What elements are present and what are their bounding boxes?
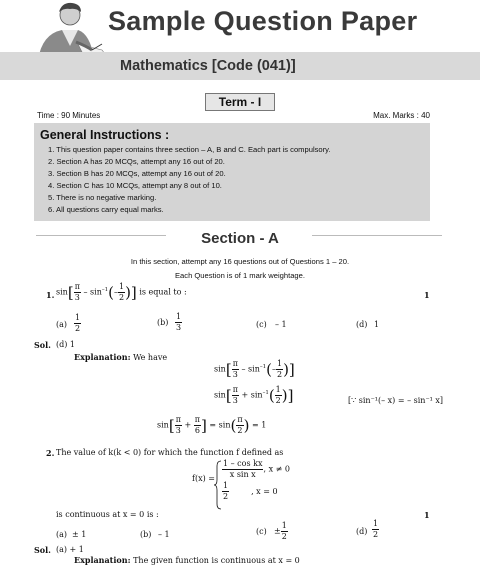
question-text: The value of k(k < 0) for which the function f defined as (56, 448, 284, 457)
piecewise-brace (214, 460, 222, 510)
option-d-label: (d) (356, 320, 368, 329)
option-b-label: (b) (140, 530, 152, 539)
page-title: Sample Question Paper (108, 6, 418, 36)
question-text: is equal to : (139, 287, 187, 297)
question-mark: 1 (424, 510, 430, 520)
option-d-value: $\frac{1}{2}$ (373, 519, 379, 539)
solution-label: Sol. (34, 340, 51, 350)
option-a-label: (a) (56, 530, 68, 539)
case-1-condition: , x ≠ 0 (263, 464, 290, 474)
question-1-expression: sin[ $\frac{\pi}{3}$ – $\sin^{-1}(-$ $\frac{1}{2}$ )] is equal to : (56, 282, 187, 302)
piecewise-case-1: $\frac{\text{1 – cos kx}}{\text{x sin x}}$ , x ≠ 0 (223, 459, 290, 479)
explanation-label: Explanation: (74, 555, 131, 565)
working-line-1: sin[ $\frac{\pi}{3}$ – $\sin^{-1}(-$ $\frac{1}{2}$ )] (214, 359, 295, 379)
option-c-value: – 1 (275, 320, 287, 329)
explanation (74, 352, 167, 362)
explanation-text: The given function is continuous at x = 0 (133, 556, 300, 565)
term-label: Term - I (205, 93, 275, 111)
plus-minus-sign: ± (274, 526, 281, 536)
explanation-text: We have (133, 353, 168, 362)
instruction-item: 4. Section C has 10 MCQs, attempt any 8 out of 10. (48, 181, 222, 191)
option-b-label: (b) (157, 318, 169, 327)
solution-answer: (a) + 1 (56, 545, 84, 554)
option-d-value: 1 (374, 320, 380, 329)
section-note: Each Question is of 1 mark weightage. (174, 271, 305, 280)
option-a-label: (a) (56, 320, 68, 329)
solution-label: Sol. (34, 545, 51, 555)
section-title: Section - A (201, 230, 279, 247)
option-b-value: – 1 (158, 530, 170, 539)
question-number: 2. (46, 448, 55, 458)
explanation (74, 555, 300, 565)
time-label: Time : 90 Minutes (37, 111, 101, 120)
option-c-value: ± $\frac{1}{2}$ (274, 521, 287, 541)
working-line-2: sin[ $\frac{\pi}{3}$ + $\sin^{-1}$( $\frac{1}{2}$ )] (214, 385, 294, 405)
instruction-item: 1. This question paper contains three section – A, B and C. Each part is compulsory. (48, 145, 331, 154)
instruction-item: 6. All questions carry equal marks. (48, 205, 164, 215)
question-mark: 1 (424, 290, 430, 300)
option-c-label: (c) (256, 320, 267, 329)
instruction-item: 3. Section B has 20 MCQs, attempt any 16 out of 20. (48, 169, 226, 179)
subject-title: Mathematics [Code (041)] (120, 58, 296, 74)
option-a-value: $\frac{1}{2}$ (75, 313, 81, 333)
option-a-value: ± 1 (72, 530, 87, 539)
instruction-item: 5. There is no negative marking. (48, 193, 157, 203)
working-line-3: sin[ $\frac{\pi}{3}$ + $\frac{\pi}{6}$ ] = sin( $\frac{\pi}{2}$ ) = 1 (157, 415, 267, 435)
option-b-value: $\frac{1}{3}$ (176, 312, 182, 332)
result-value: = 1 (252, 420, 267, 430)
case-2-condition: , x = 0 (251, 486, 278, 496)
function-label: f(x) = (192, 474, 215, 483)
identity-note: [∵ sin⁻¹(– x) = – sin⁻¹ x] (348, 396, 444, 405)
piecewise-case-2: $\frac{1}{2}$ , x = 0 (223, 481, 278, 501)
question-number: 1. (46, 290, 55, 300)
option-c-label: (c) (256, 527, 267, 536)
explanation-label: Explanation: (74, 352, 131, 362)
section-note: In this section, attempt any 16 questions out of Questions 1 – 20. (130, 257, 350, 266)
instructions-heading: General Instructions : (40, 128, 170, 142)
option-d-label: (d) (356, 527, 368, 536)
instructions-list (48, 144, 331, 217)
solution-answer: (d) 1 (56, 340, 75, 349)
max-marks-label: Max. Marks : 40 (373, 111, 430, 120)
question-text: is continuous at x = 0 is : (56, 510, 159, 519)
instruction-item: 2. Section A has 20 MCQs, attempt any 16 out of 20. (48, 157, 225, 167)
